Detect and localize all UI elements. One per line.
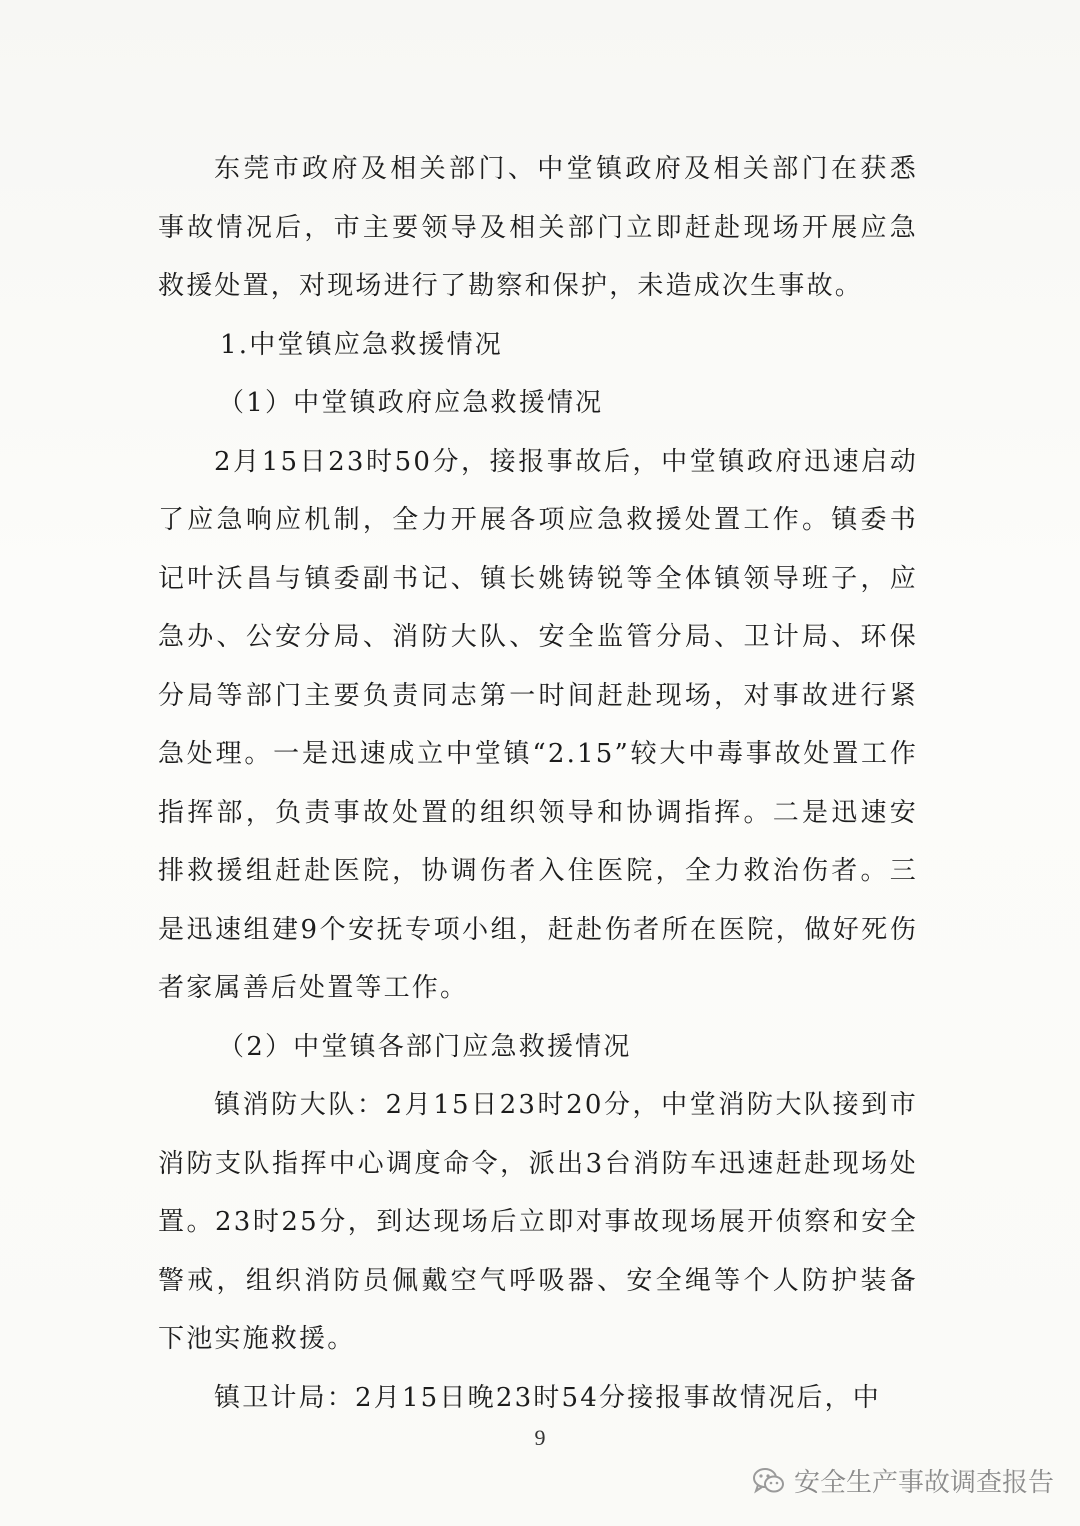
paragraph-town-government: 2月15日23时50分，接报事故后，中堂镇政府迅速启动了应急响应机制，全力开展各项应急救援处置工作。镇委书记叶沃昌与镇委副书记、镇长姚铸锐等全体镇领导班子，应急办、公安分局、消防大队、安全监管分局、卫计局、环保分局等部门主要负责同志第一时间赶赴现场，对事故进行紧急处理。一是迅速成立中堂镇“2.15”较大中毒事故处置工作指挥部，负责事故处置的组织领导和协调指挥。二是迅速安排救援组赶赴医院，协调伤者入住医院，全力救治伤者。三是迅速组建9个安抚专项小组，赶赴伤者所在医院，做好死伤者家属善后处置等工作。 <box>158 446 918 1003</box>
paragraph-fire-brigade: 镇消防大队：2月15日23时20分，中堂消防大队接到市消防支队指挥中心调度命令，派出3台消防车迅速赶赴现场处置。23时25分，到达现场后立即对事故现场展开侦察和安全警戒，组织消防员佩戴空气呼吸器、安全绳等个人防护装备下池实施救援。 <box>158 1090 918 1354</box>
paragraph-intro: 东莞市政府及相关部门、中堂镇政府及相关部门在获悉事故情况后，市主要领导及相关部门立即赶赴现场开展应急救援处置，对现场进行了勘察和保护，未造成次生事故。 <box>158 154 918 301</box>
document-body <box>158 140 918 1427</box>
section-heading: 1.中堂镇应急救援情况 <box>220 329 504 360</box>
subsection-heading-1: （1）中堂镇政府应急救援情况 <box>218 388 604 418</box>
subsection-heading-2: （2）中堂镇各部门应急救援情况 <box>218 1031 632 1062</box>
paragraph-health-bureau: 镇卫计局：2月15日晚23时54分接报事故情况后，中 <box>214 1382 881 1413</box>
watermark <box>752 1462 1054 1499</box>
wechat-icon <box>752 1466 786 1496</box>
page-number: 9 <box>534 1425 546 1450</box>
watermark-text: 安全生产事故调查报告 <box>793 1468 1054 1498</box>
